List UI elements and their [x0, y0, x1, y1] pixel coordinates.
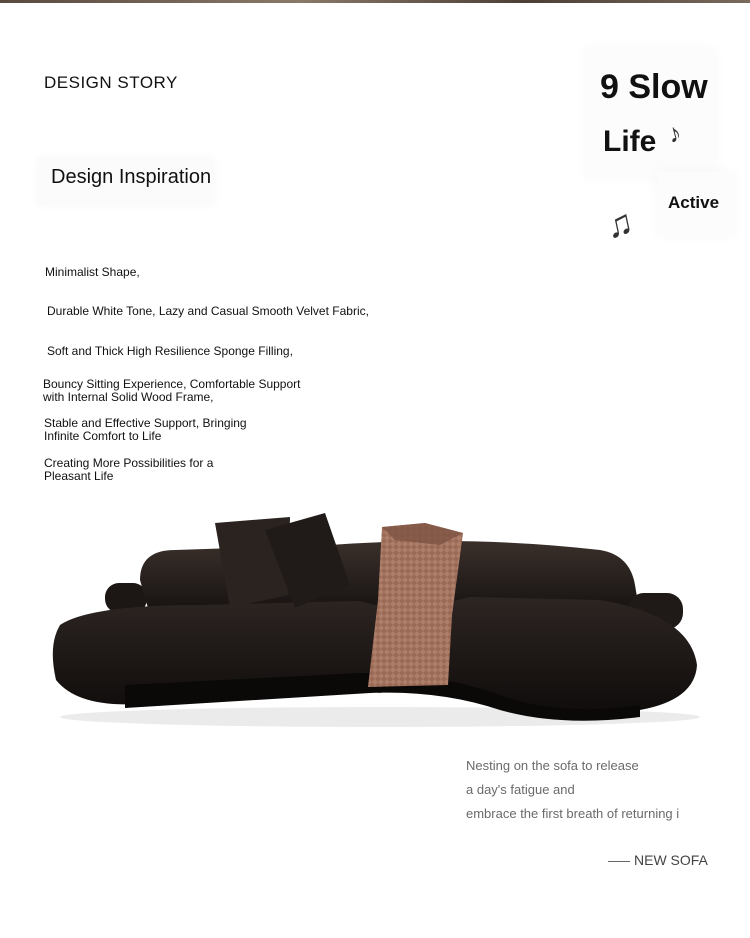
slogan-line-2: Life	[603, 125, 657, 158]
feature-line: Pleasant Life	[44, 469, 114, 483]
slogan-line-1: 9 Slow	[600, 68, 708, 106]
feature-line: Stable and Effective Support, Bringing	[44, 416, 247, 430]
top-texture-strip	[0, 0, 750, 3]
music-note-icon: ♪	[664, 116, 685, 150]
feature-line: Bouncy Sitting Experience, Comfortable Support	[43, 377, 301, 391]
feature-line: with Internal Solid Wood Frame,	[43, 390, 214, 404]
label-dash	[608, 861, 630, 862]
sofa-image	[0, 505, 750, 735]
feature-line: Minimalist Shape,	[45, 265, 140, 279]
caption-line: embrace the first breath of returning i	[466, 806, 680, 821]
new-sofa-label	[608, 852, 708, 868]
feature-line: Durable White Tone, Lazy and Casual Smooth Velvet Fabric,	[47, 304, 369, 318]
feature-line: Creating More Possibilities for a	[44, 456, 214, 470]
music-note-icon: ♫	[601, 200, 637, 247]
caption-line: a day's fatigue and	[466, 782, 575, 797]
caption-line: Nesting on the sofa to release	[466, 758, 639, 773]
section-title: DESIGN STORY	[44, 73, 178, 92]
feature-line: Soft and Thick High Resilience Sponge Filling,	[47, 344, 293, 358]
inspiration-title: Design Inspiration	[51, 166, 212, 188]
feature-line: Infinite Comfort to Life	[44, 429, 162, 443]
slogan-line-3: Active	[668, 193, 720, 212]
new-sofa-text: NEW SOFA	[634, 852, 708, 868]
